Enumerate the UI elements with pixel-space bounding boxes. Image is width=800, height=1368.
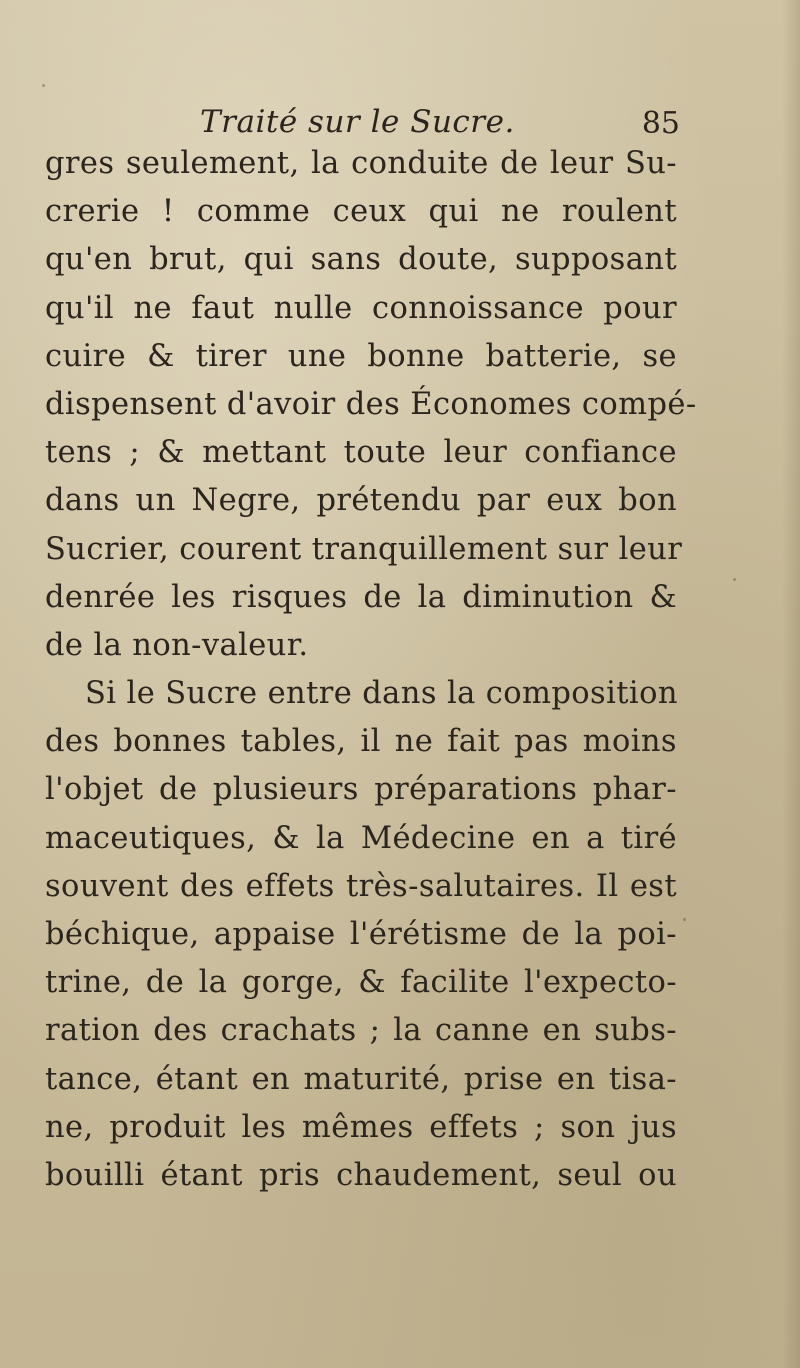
text-line: bouilli étant pris chaudement, seul ou	[45, 1157, 677, 1193]
text-line: dans un Negre, prétendu par eux bon	[45, 483, 677, 519]
paper-speck	[683, 918, 686, 921]
text-line: tens ; & mettant toute leur confiance	[45, 435, 677, 471]
text-line: dispensent d'avoir des Économes compé-	[45, 386, 697, 422]
text-line: souvent des effets très-salutaires. Il est	[45, 868, 677, 904]
text-line: trine, de la gorge, & facilite l'expecto-	[45, 965, 677, 1001]
text-line: de la non-valeur.	[45, 627, 309, 663]
text-line: qu'il ne faut nulle connoissance pour	[45, 290, 677, 326]
text-line: denrée les risques de la diminution &	[45, 579, 677, 615]
text-line: maceutiques, & la Médecine en a tiré	[45, 820, 677, 856]
paper-speck	[733, 578, 736, 581]
paper-speck	[42, 84, 45, 87]
running-title: Traité sur le Sucre.	[200, 104, 515, 140]
text-line: tance, étant en maturité, prise en tisa-	[45, 1061, 677, 1097]
text-line: qu'en brut, qui sans doute, supposant	[45, 242, 677, 278]
text-line: gres seulement, la conduite de leur Su-	[45, 146, 677, 181]
text-line: ne, produit les mêmes effets ; son jus	[45, 1109, 677, 1145]
page-number: 85	[641, 106, 680, 141]
text-line: béchique, appaise l'érétisme de la poi-	[45, 917, 677, 952]
text-line: crerie ! comme ceux qui ne roulent	[45, 194, 677, 230]
text-line: ration des crachats ; la canne en subs-	[45, 1013, 677, 1049]
text-line: l'objet de plusieurs préparations phar-	[45, 772, 677, 808]
text-line: cuire & tirer une bonne batterie, se	[45, 338, 677, 374]
text-line: Si le Sucre entre dans la composition	[85, 676, 678, 712]
body-text	[45, 140, 697, 1200]
text-line: Sucrier, courent tranquillement sur leur	[45, 531, 683, 567]
text-line: des bonnes tables, il ne fait pas moins	[45, 724, 677, 760]
